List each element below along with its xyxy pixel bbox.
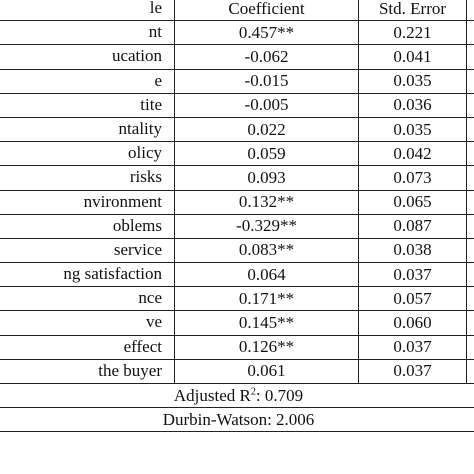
variable-cell — [0, 117, 175, 141]
table-row — [0, 93, 474, 117]
variable-cell — [0, 21, 175, 45]
variable-name: ntality — [118, 118, 162, 138]
coefficient-cell: 0.171** — [175, 287, 359, 311]
adjusted-r2-cell — [0, 384, 474, 408]
extra-cell — [467, 117, 474, 141]
table-row — [0, 335, 474, 359]
table-row — [0, 166, 474, 190]
std-error-cell: 0.036 — [359, 93, 467, 117]
variable-name: tite — [140, 94, 162, 114]
durbin-watson-row — [0, 408, 474, 432]
header-coefficient: Coefficient — [175, 0, 359, 21]
std-error-cell: 0.042 — [359, 142, 467, 166]
table-row — [0, 238, 474, 262]
variable-name: nt — [148, 22, 162, 42]
table-row — [0, 359, 474, 383]
variable-name: risks — [129, 167, 162, 187]
coefficient-cell: 0.064 — [175, 263, 359, 287]
durbin-watson-cell: Durbin-Watson: 2.006 — [0, 408, 474, 432]
variable-cell — [0, 263, 175, 287]
variable-name: oblems — [112, 215, 162, 235]
header-std-error: Std. Error — [359, 0, 467, 21]
extra-cell — [467, 93, 474, 117]
variable-cell — [0, 238, 175, 262]
std-error-cell: 0.057 — [359, 287, 467, 311]
variable-name: ve — [145, 312, 162, 332]
variable-cell — [0, 45, 175, 69]
table-body — [0, 21, 474, 384]
variable-cell — [0, 166, 175, 190]
extra-cell — [467, 287, 474, 311]
extra-cell — [467, 190, 474, 214]
extra-cell — [467, 214, 474, 238]
header-extra-column — [467, 0, 474, 21]
extra-cell — [467, 142, 474, 166]
coefficient-cell: -0.015 — [175, 69, 359, 93]
header-variable: le — [0, 0, 175, 21]
variable-cell — [0, 335, 175, 359]
table-header-row — [0, 0, 474, 21]
std-error-cell: 0.037 — [359, 359, 467, 383]
variable-cell — [0, 214, 175, 238]
std-error-cell: 0.038 — [359, 238, 467, 262]
extra-cell — [467, 311, 474, 335]
std-error-cell: 0.221 — [359, 21, 467, 45]
std-error-cell: 0.035 — [359, 69, 467, 93]
extra-cell — [467, 69, 474, 93]
table-row — [0, 45, 474, 69]
adjusted-r2-label: Adjusted R — [173, 385, 251, 405]
table-row — [0, 142, 474, 166]
coefficient-cell: -0.062 — [175, 45, 359, 69]
coefficient-cell: 0.083** — [175, 238, 359, 262]
extra-cell — [467, 45, 474, 69]
std-error-cell: 0.087 — [359, 214, 467, 238]
std-error-cell: 0.041 — [359, 45, 467, 69]
variable-cell — [0, 287, 175, 311]
variable-cell — [0, 311, 175, 335]
extra-cell — [467, 21, 474, 45]
table-row — [0, 214, 474, 238]
extra-cell — [467, 166, 474, 190]
variable-cell — [0, 190, 175, 214]
std-error-cell: 0.065 — [359, 190, 467, 214]
variable-name: e — [154, 70, 162, 90]
coefficient-cell: 0.059 — [175, 142, 359, 166]
variable-cell — [0, 142, 175, 166]
std-error-cell: 0.037 — [359, 335, 467, 359]
adjusted-r2-superscript: 2 — [250, 385, 256, 397]
extra-cell — [467, 335, 474, 359]
variable-name: the buyer — [98, 360, 162, 380]
coefficient-cell: 0.132** — [175, 190, 359, 214]
variable-cell — [0, 93, 175, 117]
variable-name: nvironment — [83, 191, 162, 211]
variable-name: nce — [138, 288, 162, 308]
table-row — [0, 117, 474, 141]
coefficient-cell: -0.005 — [175, 93, 359, 117]
coefficient-cell: -0.329** — [175, 214, 359, 238]
table-row — [0, 190, 474, 214]
table-row — [0, 287, 474, 311]
variable-cell — [0, 69, 175, 93]
coefficient-cell: 0.022 — [175, 117, 359, 141]
coefficient-cell: 0.145** — [175, 311, 359, 335]
variable-name: olicy — [128, 143, 162, 163]
std-error-cell: 0.037 — [359, 263, 467, 287]
coefficient-cell: 0.093 — [175, 166, 359, 190]
std-error-cell: 0.060 — [359, 311, 467, 335]
variable-name: ng satisfaction — [63, 264, 162, 284]
coefficient-cell: 0.061 — [175, 359, 359, 383]
extra-cell — [467, 238, 474, 262]
adjusted-r2-value: : 0.709 — [255, 385, 304, 405]
std-error-cell: 0.035 — [359, 117, 467, 141]
variable-name: service — [113, 239, 162, 259]
variable-name: effect — [123, 336, 162, 356]
table-row — [0, 21, 474, 45]
table-row — [0, 263, 474, 287]
std-error-cell: 0.073 — [359, 166, 467, 190]
coefficient-cell: 0.126** — [175, 335, 359, 359]
table-row — [0, 69, 474, 93]
extra-cell — [467, 263, 474, 287]
variable-cell — [0, 359, 175, 383]
table-row — [0, 311, 474, 335]
adjusted-r2-row — [0, 384, 474, 408]
extra-cell — [467, 359, 474, 383]
variable-name: ucation — [111, 46, 162, 66]
coefficient-cell: 0.457** — [175, 21, 359, 45]
